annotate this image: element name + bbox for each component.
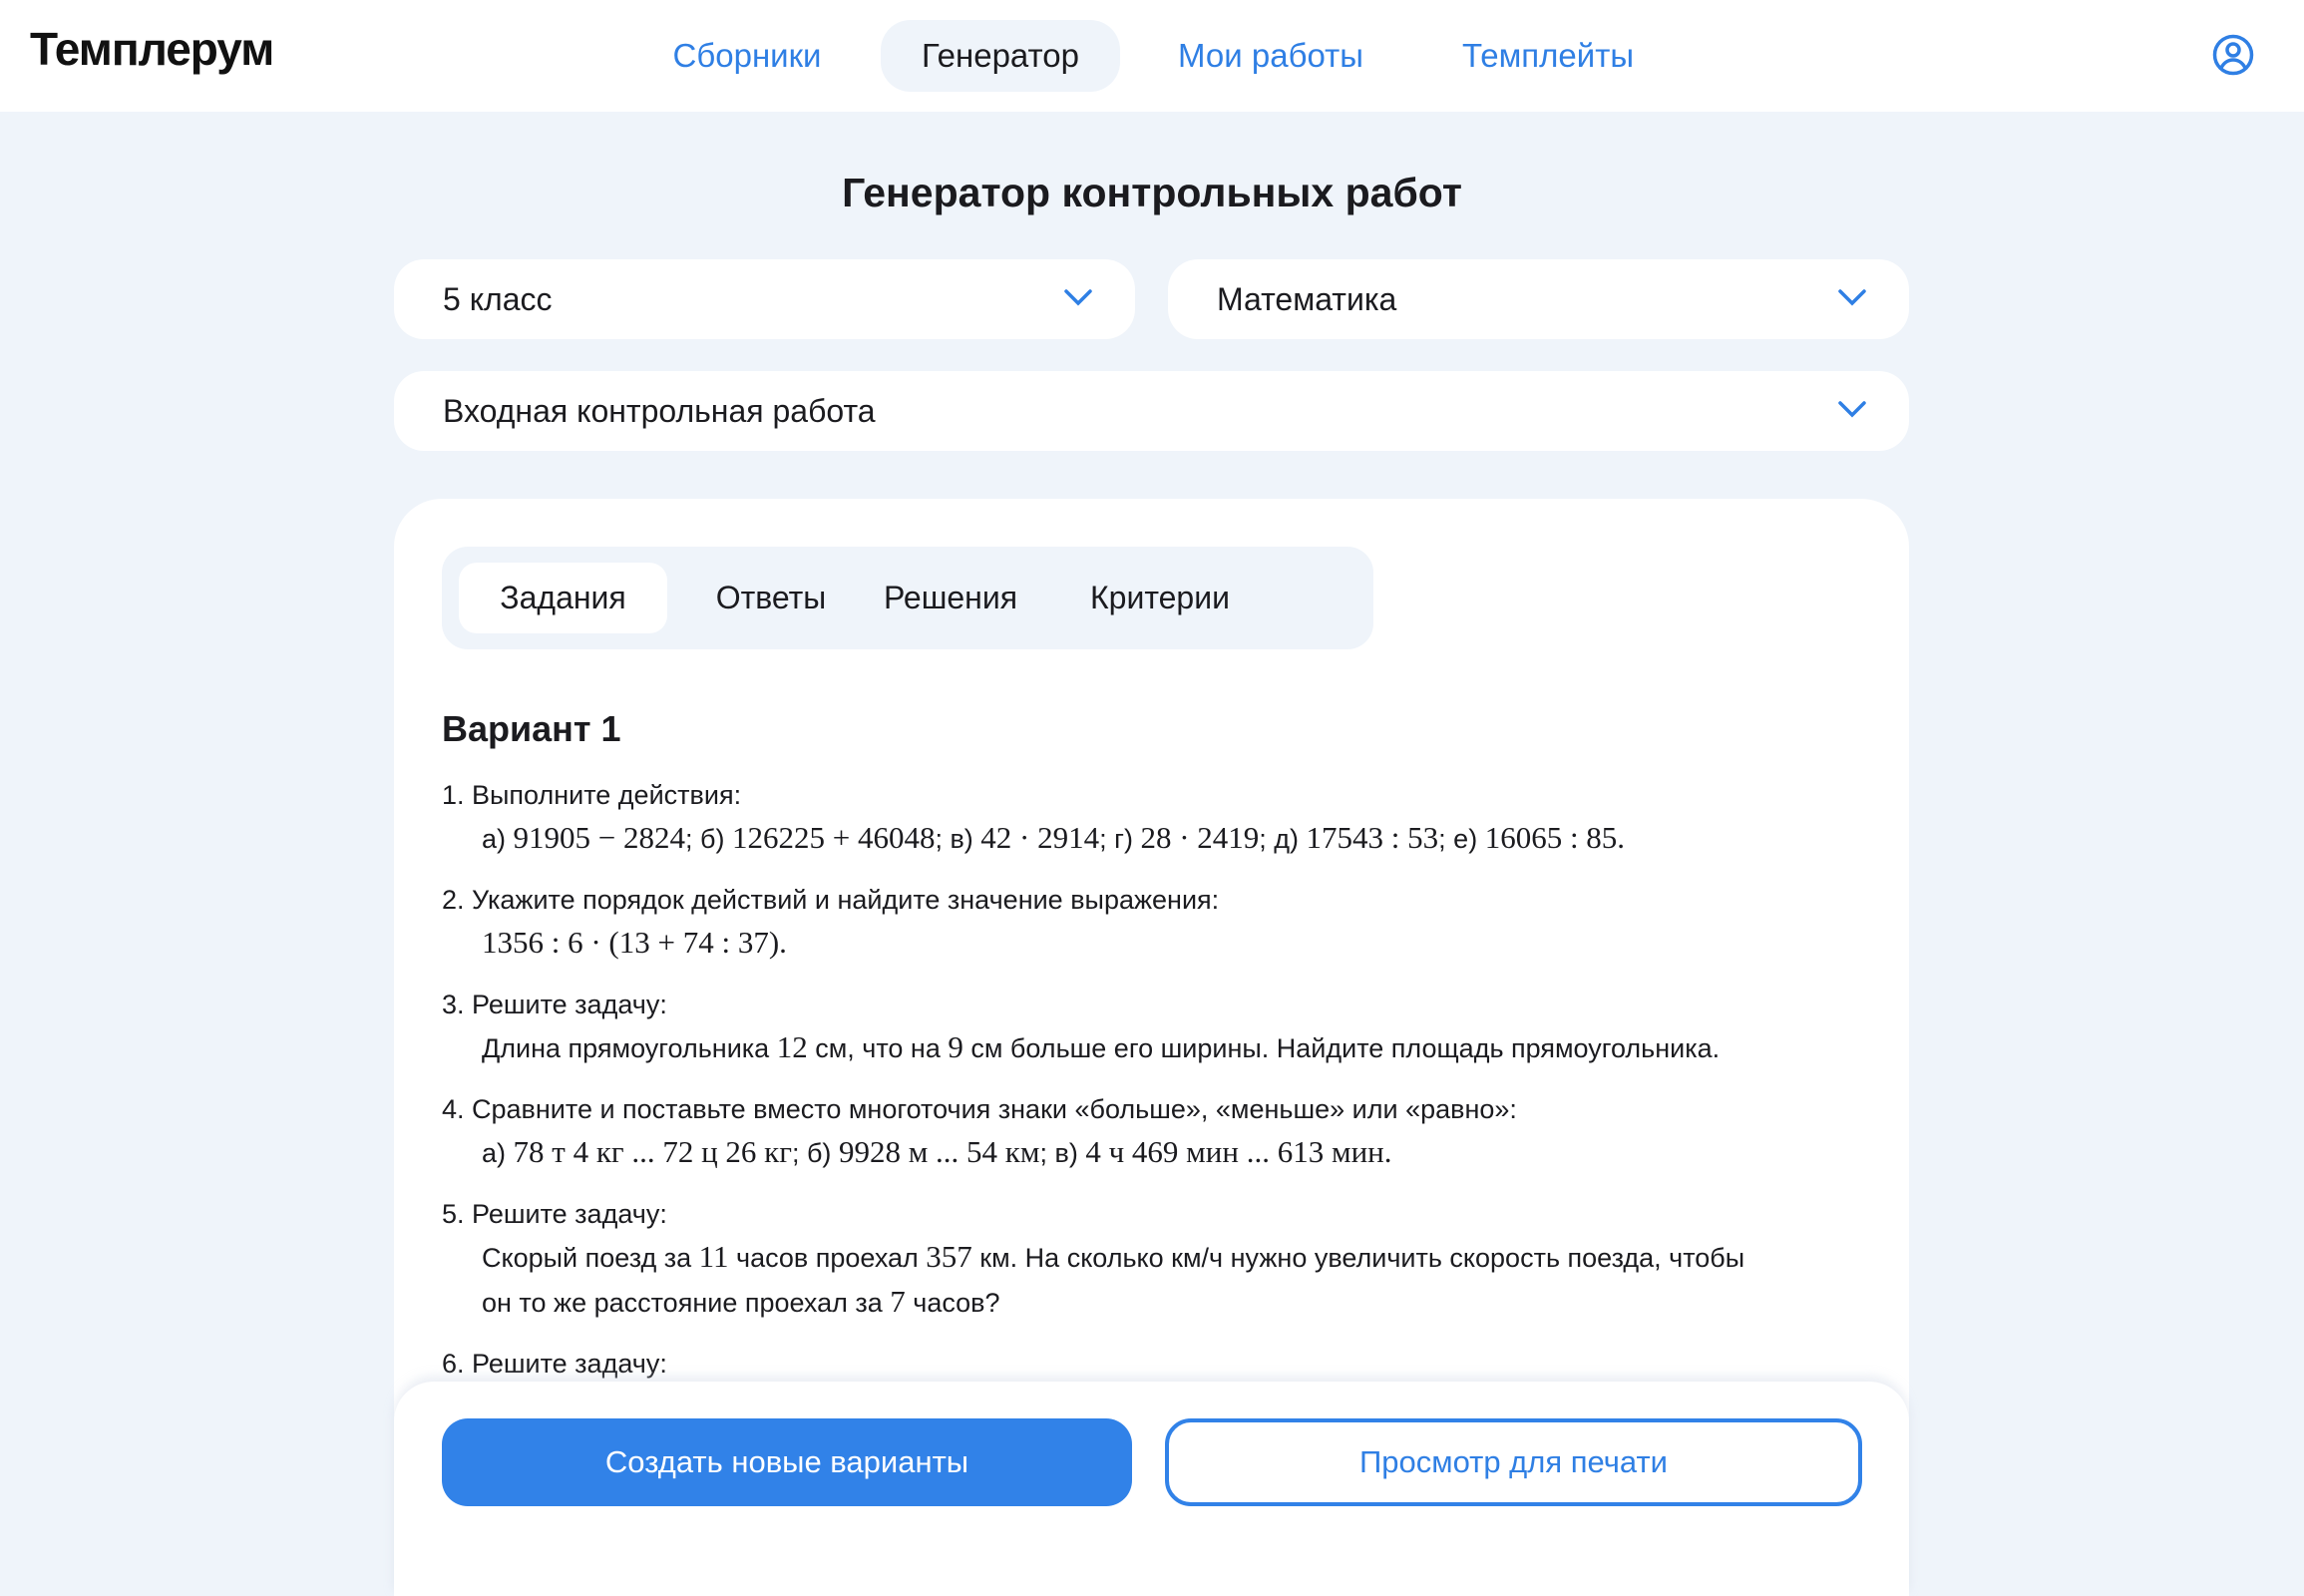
- chevron-down-icon: [1063, 287, 1093, 307]
- task-body-line: [442, 1280, 1878, 1325]
- math-expression: 78 т 4 кг ... 72 ц 26 кг: [513, 1134, 792, 1169]
- task-body-line: [442, 1025, 1878, 1070]
- chevron-down-icon: [1837, 399, 1867, 419]
- task-text: ; д): [1259, 824, 1307, 854]
- nav-my-works[interactable]: Мои работы: [1178, 37, 1363, 74]
- task-text: ; б): [685, 824, 732, 854]
- math-expression: 16065 : 85.: [1484, 820, 1626, 855]
- logo[interactable]: Темплерум: [30, 23, 274, 75]
- task-text: ; г): [1099, 824, 1141, 854]
- page-title: Генератор контрольных работ: [842, 170, 1462, 215]
- grade-select[interactable]: [394, 259, 1135, 339]
- task-item: [442, 1193, 1878, 1325]
- task-text: а): [482, 1138, 514, 1168]
- math-expression: 9928 м ... 54 км: [838, 1134, 1040, 1169]
- variant-title: Вариант 1: [442, 708, 621, 749]
- math-expression: 4 ч 469 мин ... 613 мин.: [1085, 1134, 1392, 1169]
- tab-criteria[interactable]: Критерии: [1090, 580, 1230, 615]
- nav-generator[interactable]: Генератор: [881, 20, 1120, 92]
- task-text: он то же расстояние проехал за: [482, 1288, 891, 1318]
- create-variants-button[interactable]: Создать новые варианты: [442, 1418, 1132, 1506]
- math-expression: 7: [890, 1284, 906, 1319]
- task-item: [442, 1343, 1878, 1382]
- task-question: 4. Сравните и поставьте вместо многоточия знаки «больше», «меньше» или «равно»:: [442, 1094, 1517, 1124]
- tab-tasks[interactable]: Задания: [459, 563, 667, 633]
- task-text: часов проехал: [728, 1243, 927, 1273]
- math-expression: 17543 : 53: [1306, 820, 1439, 855]
- tab-solutions[interactable]: Решения: [883, 580, 1018, 615]
- task-text: км. На сколько км/ч нужно увеличить скорость поезда, чтобы: [971, 1243, 1745, 1273]
- work-type-value: Входная контрольная работа: [443, 393, 876, 429]
- task-question: 5. Решите задачу:: [442, 1199, 667, 1229]
- task-text: Скорый поезд за: [482, 1243, 699, 1273]
- task-question: 1. Выполните действия:: [442, 780, 742, 810]
- math-expression: 357: [926, 1239, 972, 1274]
- task-text: часов?: [905, 1288, 1000, 1318]
- task-question: 2. Укажите порядок действий и найдите значение выражения:: [442, 885, 1220, 915]
- task-question: 6. Решите задачу:: [442, 1349, 667, 1379]
- task-body-line: [442, 1130, 1878, 1175]
- grade-value: 5 класс: [443, 281, 553, 317]
- math-expression: 1356 : 6 · (13 + 74 : 37).: [482, 925, 787, 960]
- math-expression: 91905 − 2824: [513, 820, 685, 855]
- task-text: Длина прямоугольника: [482, 1033, 777, 1063]
- tab-bar: [442, 547, 1373, 649]
- print-preview-button[interactable]: Просмотр для печати: [1165, 1418, 1862, 1506]
- chevron-down-icon: [1837, 287, 1867, 307]
- tab-answers[interactable]: Ответы: [715, 580, 827, 615]
- task-text: а): [482, 824, 514, 854]
- task-text: ; б): [791, 1138, 839, 1168]
- tasks-content[interactable]: [442, 708, 1878, 1382]
- math-expression: 11: [698, 1239, 729, 1274]
- task-item: [442, 1088, 1878, 1175]
- task-text: ; в): [1039, 1138, 1086, 1168]
- task-item: [442, 774, 1878, 861]
- task-item: [442, 879, 1878, 966]
- user-profile-icon[interactable]: [2212, 34, 2254, 76]
- top-header: [0, 0, 2304, 112]
- task-body-line: [442, 1235, 1878, 1280]
- task-text: см, что на: [807, 1033, 949, 1063]
- nav-collections[interactable]: Сборники: [672, 37, 822, 74]
- task-text: см больше его ширины. Найдите площадь прямоугольника.: [962, 1033, 1721, 1063]
- nav-templates[interactable]: Темплейты: [1461, 37, 1635, 74]
- task-body-line: [442, 816, 1878, 861]
- subject-select[interactable]: [1168, 259, 1909, 339]
- math-expression: 28 · 2419: [1140, 820, 1260, 855]
- math-expression: 42 · 2914: [980, 820, 1100, 855]
- task-question: 3. Решите задачу:: [442, 990, 667, 1019]
- math-expression: 9: [948, 1029, 963, 1064]
- task-item: [442, 984, 1878, 1070]
- task-body-line: [442, 921, 1878, 966]
- math-expression: 126225 + 46048: [731, 820, 936, 855]
- work-type-select[interactable]: [394, 371, 1909, 451]
- task-text: ; е): [1438, 824, 1485, 854]
- worksheet-card: [394, 499, 1909, 1596]
- action-bar: [394, 1382, 1909, 1596]
- task-text: ; в): [935, 824, 981, 854]
- math-expression: 12: [776, 1029, 808, 1064]
- subject-value: Математика: [1217, 281, 1397, 317]
